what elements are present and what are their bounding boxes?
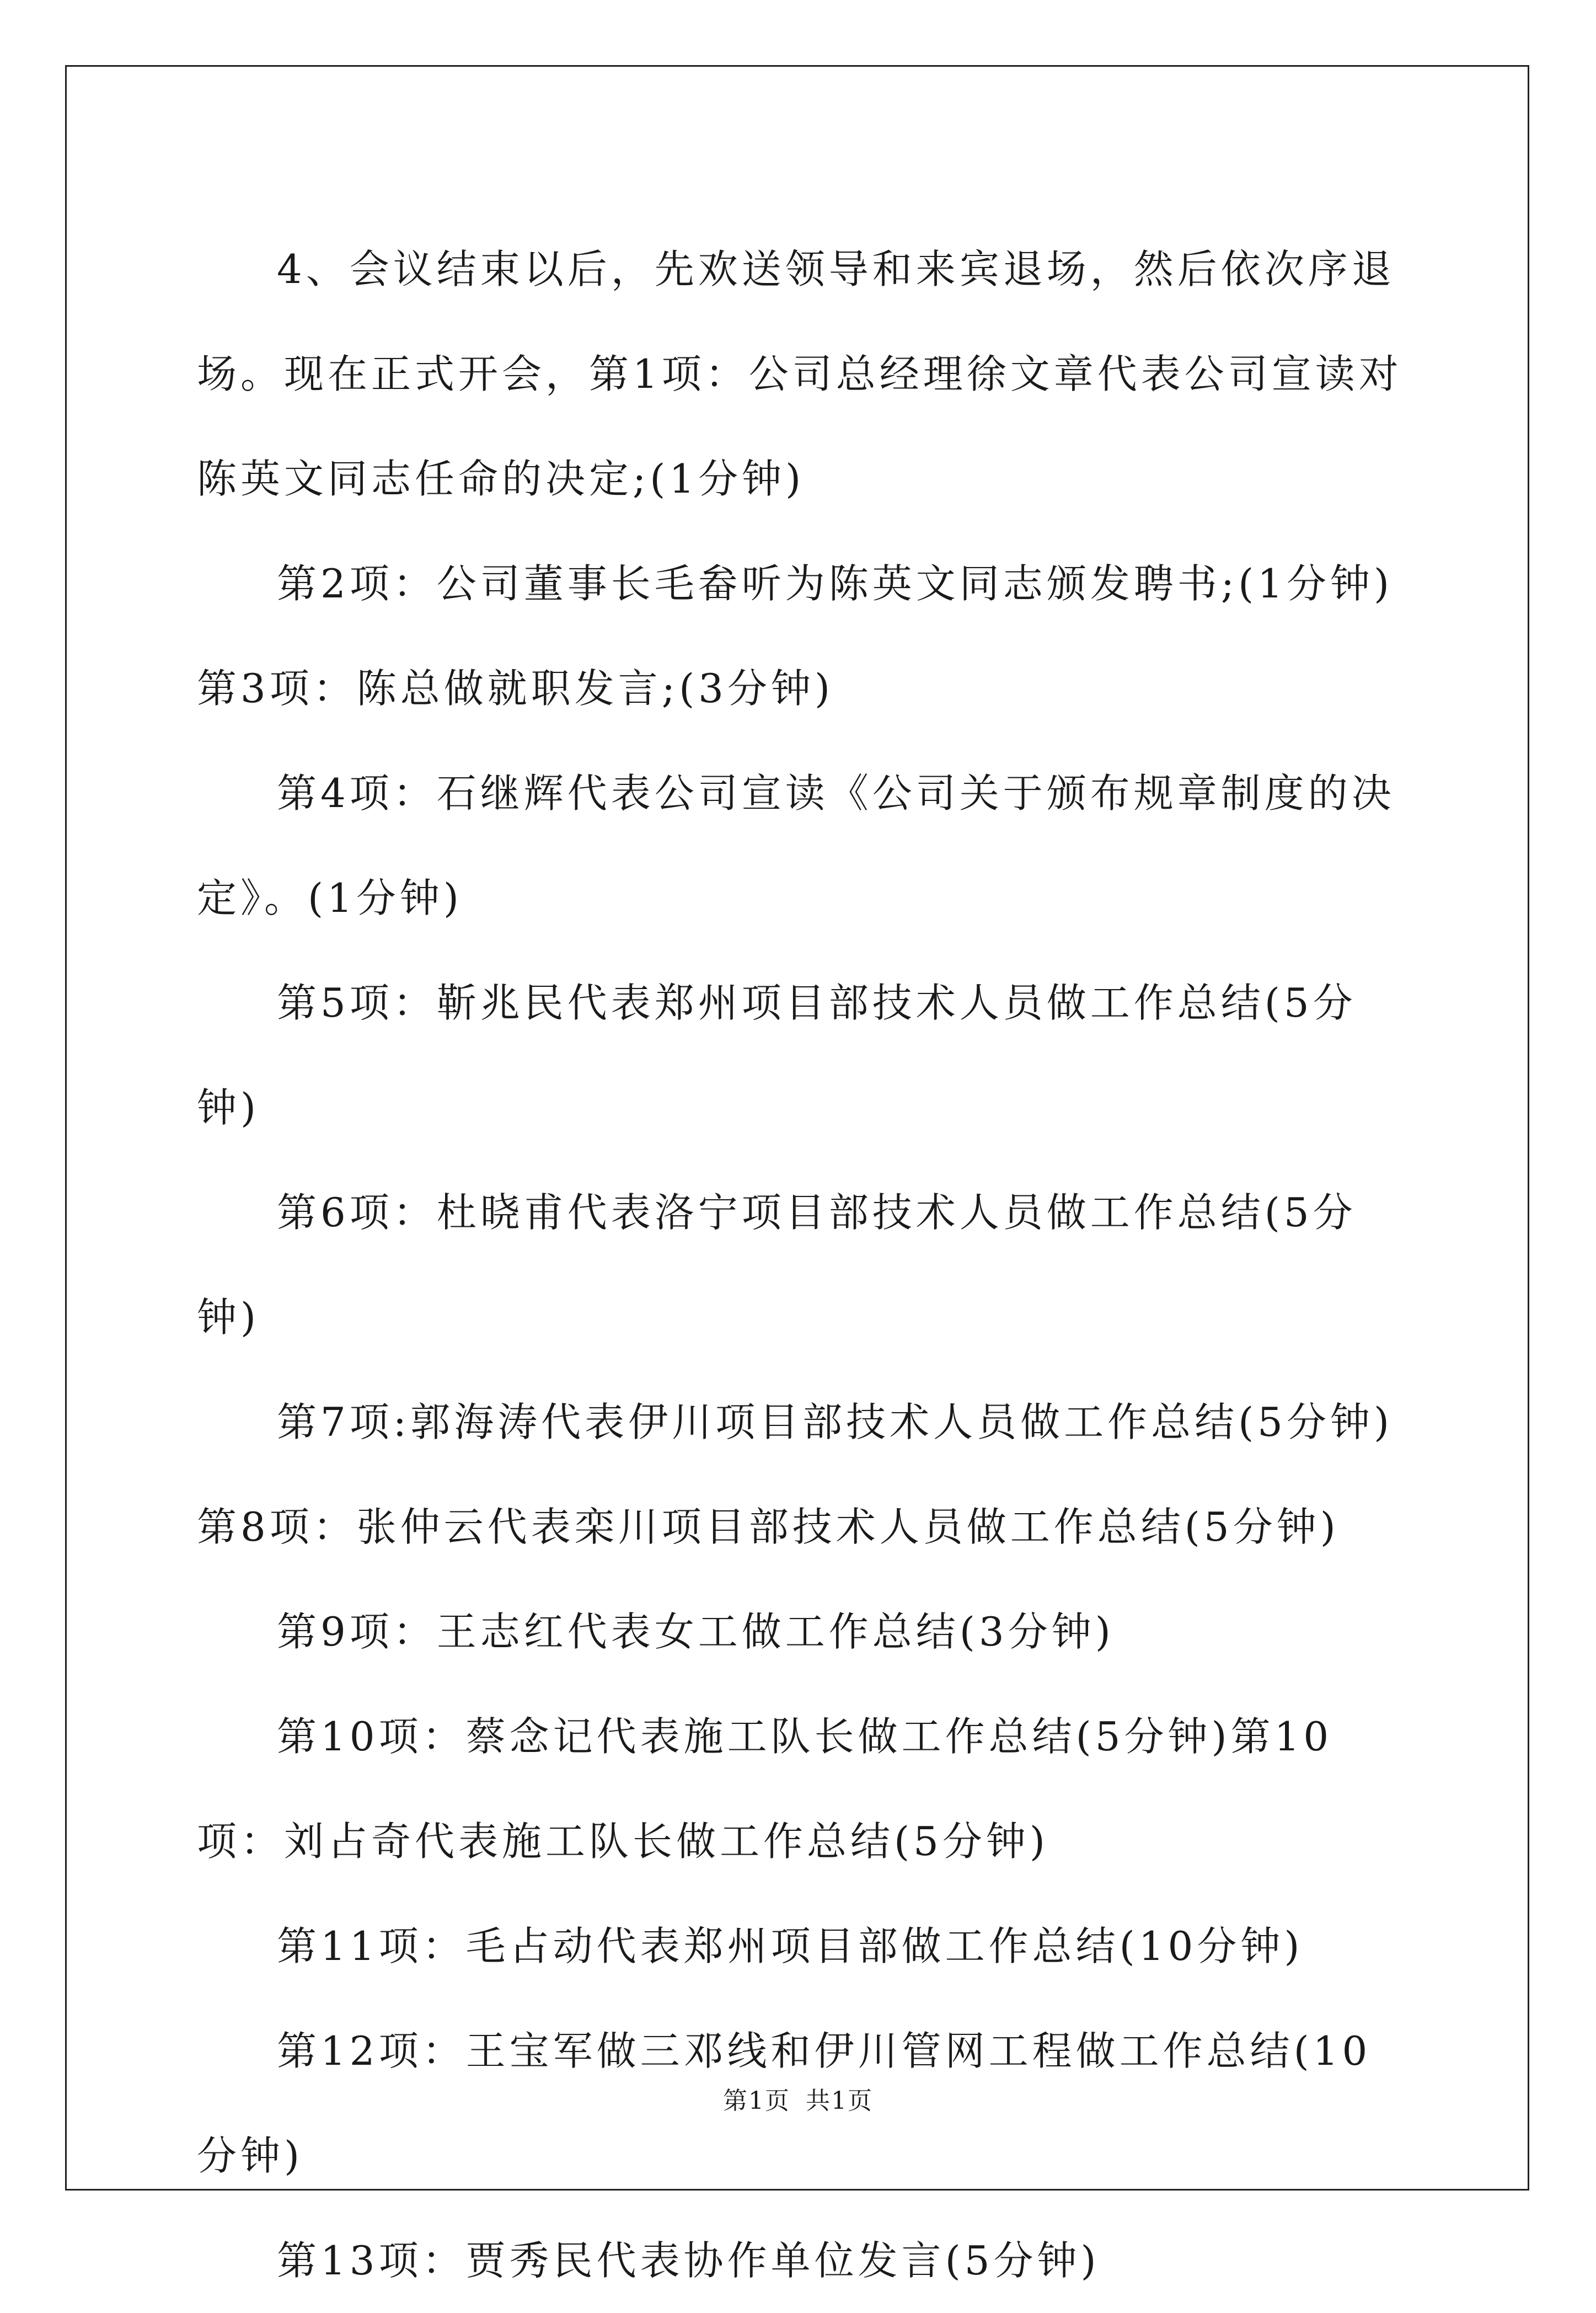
paragraph-7: 第9项：王志红代表女工做工作总结(3分钟) [277,1609,1115,1655]
page-total: 共1页 [806,2087,873,2115]
paragraph-11: 第13项：贾秀民代表协作单位发言(5分钟) [277,2237,1100,2284]
page-number: 第1页 [723,2087,790,2115]
paragraph-4: 第5项：靳兆民代表郑州项目部技术人员做工作总结(5分钟) [197,980,1357,1131]
paragraph-3: 第4项：石继辉代表公司宣读《公司关于颁布规章制度的决定》。(1分钟) [197,770,1395,921]
paragraph-5: 第6项：杜晓甫代表洛宁项目部技术人员做工作总结(5分钟) [197,1189,1357,1340]
paragraph-1: 4、会议结束以后，先欢送领导和来宾退场，然后依次序退场。现在正式开会，第1项：公司总经理徐文章代表公司宣读对陈英文同志任命的决定;(1分钟) [197,246,1402,502]
paragraph-8: 第10项：蔡念记代表施工队长做工作总结(5分钟)第10项：刘占奇代表施工队长做工作总结(5分钟) [197,1713,1333,1865]
document-body [197,217,1410,2313]
paragraph-6: 第7项:郭海涛代表伊川项目部技术人员做工作总结(5分钟)第8项：张仲云代表栾川项目部技术人员做工作总结(5分钟) [197,1399,1394,1550]
paragraph-10: 第12项：王宝军做三邓线和伊川管网工程做工作总结(10分钟) [197,2028,1372,2179]
paragraph-9: 第11项：毛占动代表郑州项目部做工作总结(10分钟) [277,1923,1304,1969]
page-footer [0,2081,1596,2116]
paragraph-2: 第2项：公司董事长毛畚听为陈英文同志颁发聘书;(1分钟)第3项：陈总做就职发言;(3分钟) [197,560,1394,712]
